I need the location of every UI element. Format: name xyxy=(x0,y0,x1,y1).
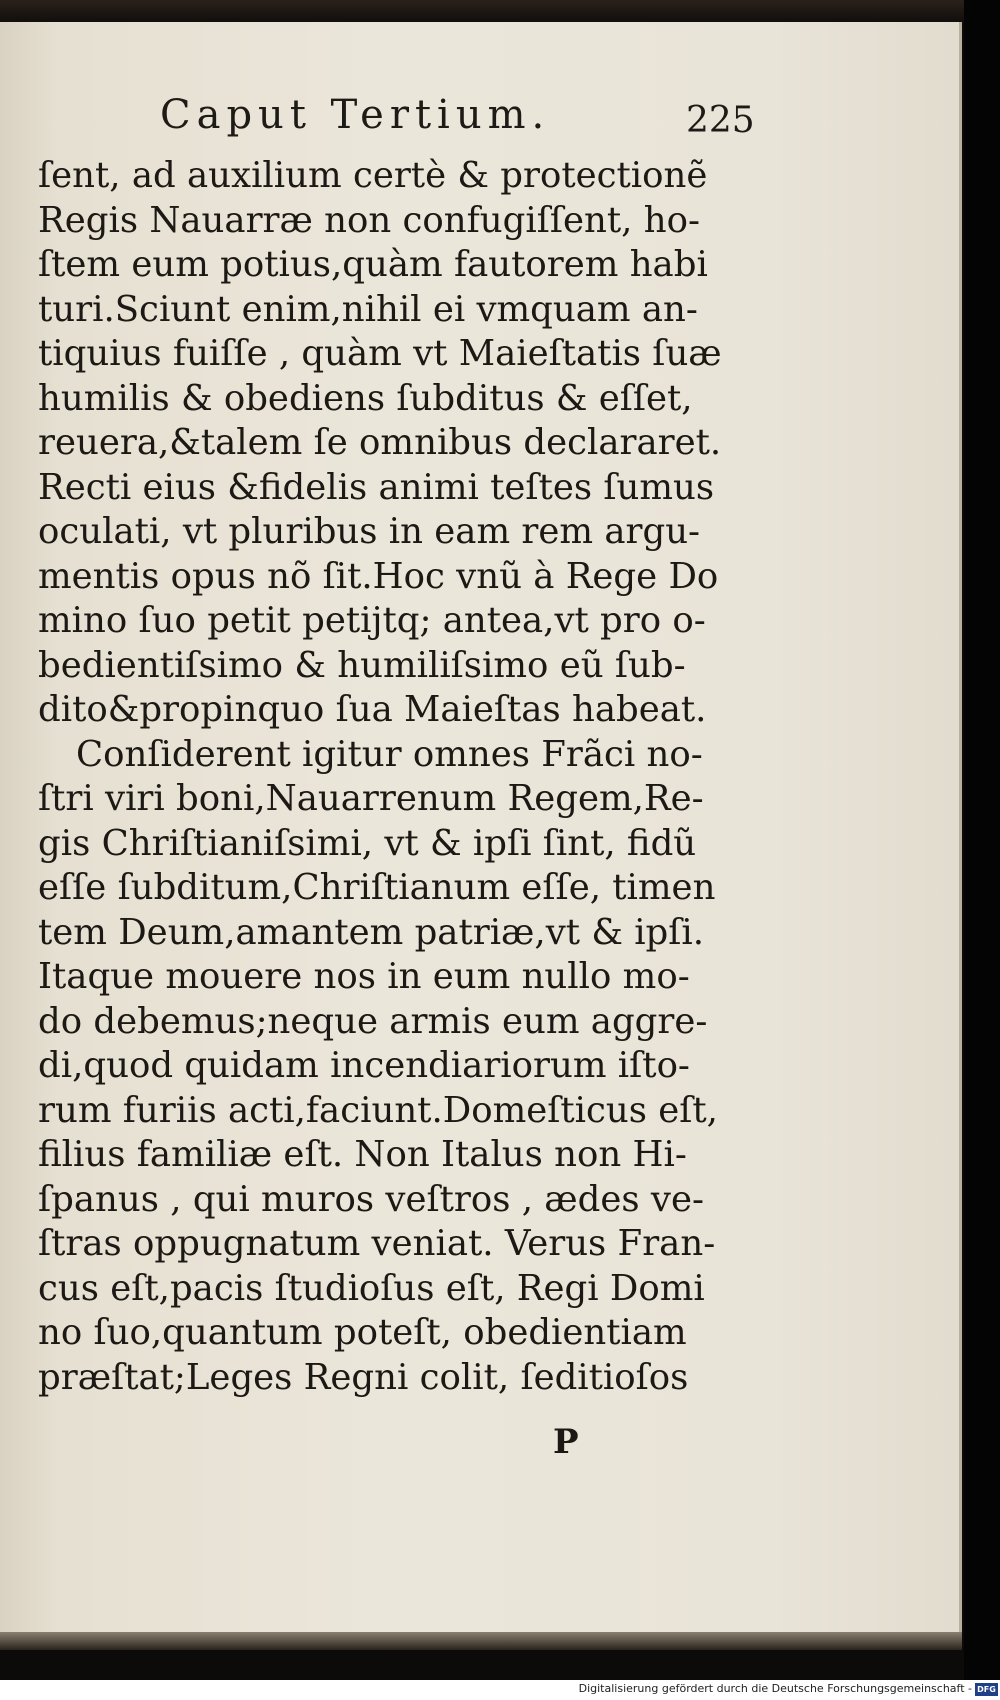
text-line: Itaque mouere nos in eum nullo mo- xyxy=(38,956,690,997)
text-line: ſent, ad auxilium certè & protectionẽ xyxy=(38,155,708,196)
text-line: filius familiæ eſt. Non Italus non Hi- xyxy=(38,1134,687,1175)
page-bottom-edge xyxy=(0,1632,962,1650)
signature-mark: P xyxy=(553,1422,579,1462)
text-line: rum furiis acti,faciunt.Domeſticus eſt, xyxy=(38,1089,718,1131)
text-line: præſtat;Leges Regni colit, ſeditioſos xyxy=(38,1356,689,1398)
running-head: Caput Tertium. xyxy=(160,92,551,138)
footer-credit: Digitalisierung gefördert durch die Deutsche Forschungsgemeinschaft - xyxy=(578,1682,972,1695)
book-page xyxy=(0,22,962,1632)
text-line: do debemus;neque armis eum aggre- xyxy=(38,1000,708,1042)
text-line: ſtri viri boni,Nauarrenum Regem,Re- xyxy=(38,778,704,819)
scan-right-border xyxy=(964,0,1000,1700)
text-line: ſtem eum potius,quàm fautorem habi xyxy=(38,244,708,285)
text-line: oculati, vt pluribus in eam rem argu- xyxy=(38,511,701,552)
text-line: mentis opus nõ ſit.Hoc vnũ à Rege Do xyxy=(38,555,719,597)
text-line: mino ſuo petit petijtq; antea,vt pro o- xyxy=(38,600,706,641)
text-line: bedientiſsimo & humiliſsimo eũ ſub- xyxy=(38,644,686,686)
text-line: turi.Sciunt enim,nihil ei vmquam an- xyxy=(38,288,698,330)
text-line: cus eſt,pacis ſtudioſus eſt, Regi Domi xyxy=(38,1267,705,1309)
text-line: di,quod quidam incendiariorum iſto- xyxy=(38,1045,690,1086)
text-line: humilis & obediens ſubditus & eſſet, xyxy=(38,377,693,419)
text-line: no ſuo,quantum poteſt, obedientiam xyxy=(38,1312,687,1353)
text-line: eſſe ſubditum,Chriſtianum eſſe, timen xyxy=(38,867,716,908)
text-line: ſtras oppugnatum veniat. Verus Fran- xyxy=(38,1223,716,1264)
text-line: dito&propinquo ſua Maieſtas habeat. xyxy=(38,689,707,730)
footer-bar xyxy=(0,1680,1000,1700)
text-line: ſpanus , qui muros veſtros , ædes ve- xyxy=(38,1178,704,1220)
page-number: 225 xyxy=(686,100,755,141)
text-line: Regis Nauarræ non confugiſſent, ho- xyxy=(38,199,700,241)
text-line: Recti eius &fidelis animi teſtes ſumus xyxy=(38,466,715,508)
text-line: reuera,&talem ſe omnibus declararet. xyxy=(38,422,722,463)
text-body xyxy=(38,154,728,1400)
dfg-logo-icon: DFG xyxy=(975,1683,998,1696)
text-line: Conſiderent igitur omnes Frãci no- xyxy=(76,733,703,775)
text-line: tem Deum,amantem patriæ,vt & ipſi. xyxy=(38,911,705,953)
text-line: gis Chriſtianiſsimi, vt & ipſi ſint, fidũ xyxy=(38,822,697,864)
text-line: tiquius fuiſſe , quàm vt Maieſtatis ſuæ xyxy=(38,333,722,374)
